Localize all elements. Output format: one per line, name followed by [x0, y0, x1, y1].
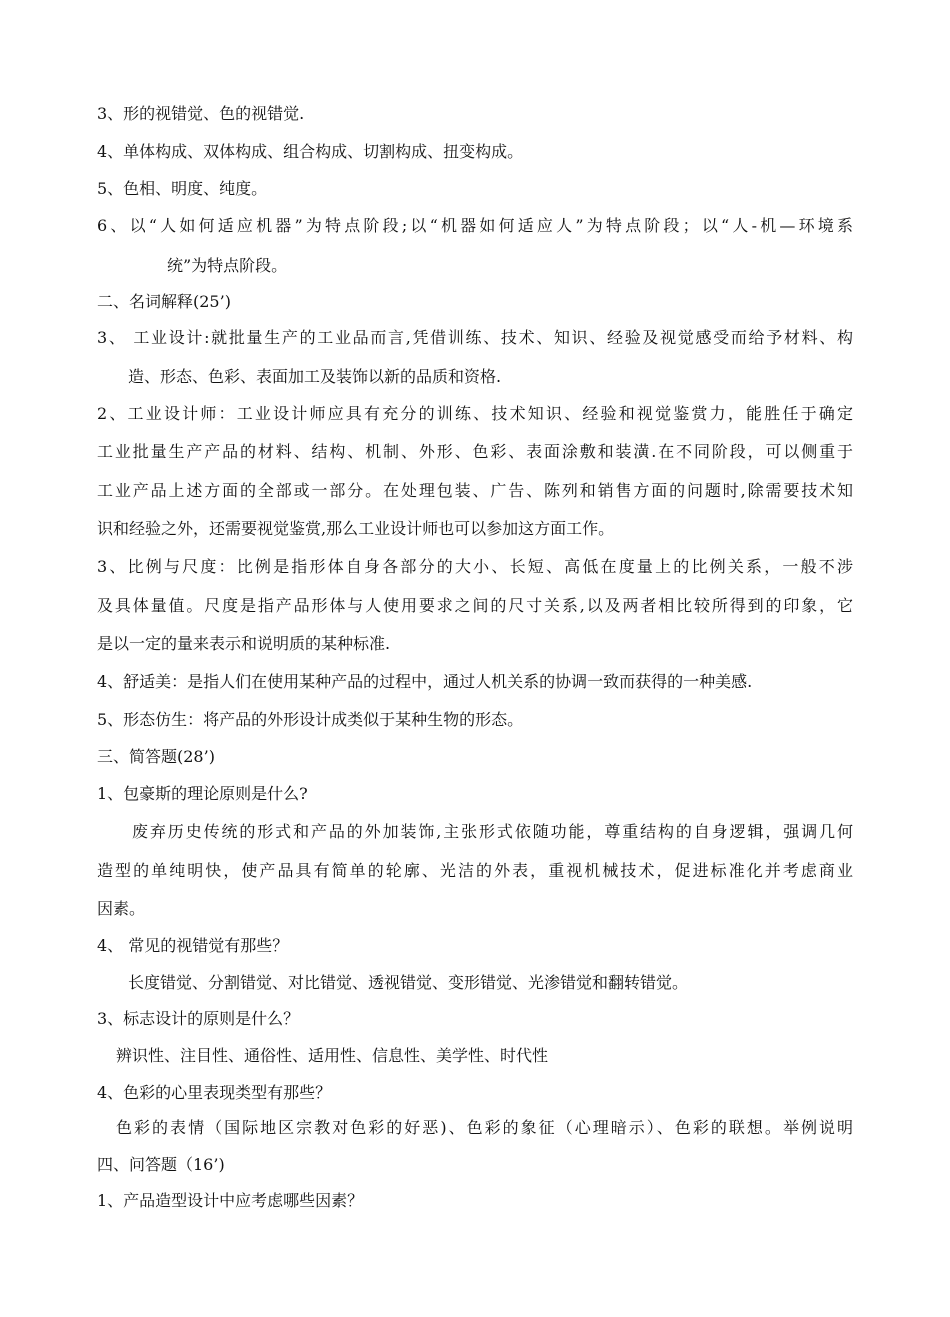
answer-illusions: 长度错觉、分割错觉、对比错觉、透视错觉、变形错觉、光渗错觉和翻转错觉。	[128, 973, 689, 992]
section-heading-2: 二、名词解释(25’)	[97, 292, 231, 311]
answer-line-6-cont: 统”为特点阶段。	[167, 256, 288, 275]
answer-color-psychology: 色彩的表情（国际地区宗教对色彩的好恶)、色彩的象征（心理暗示）、色彩的联想。举例说明	[116, 1118, 853, 1137]
question-color-psychology: 4、色彩的心里表现类型有那些？	[97, 1083, 332, 1102]
term-industrial-designer-cont-2: 工业产品上述方面的全部或一部分。在处理包装、广告、陈列和销售方面的问题时,除需要技术知	[97, 481, 853, 500]
question-product-design: 1、产品造型设计中应考虑哪些因素？	[97, 1191, 364, 1210]
answer-line-6: 6、以“人如何适应机器”为特点阶段;以“机器如何适应人”为特点阶段；以“人-机—环境系	[97, 216, 853, 235]
answer-bauhaus-3: 因素。	[97, 899, 146, 918]
question-illusions: 4、 常见的视错觉有那些？	[97, 936, 289, 955]
term-proportion-scale-cont-1: 及具体量值。尺度是指产品形体与人使用要求之间的尺寸关系,以及两者相比较所得到的印象，它	[97, 596, 853, 615]
answer-line-3: 3、形的视错觉、色的视错觉.	[97, 104, 305, 123]
term-proportion-scale-cont-2: 是以一定的量来表示和说明质的某种标准.	[97, 634, 391, 653]
term-comfort-beauty: 4、舒适美：是指人们在使用某种产品的过程中，通过人机关系的协调一致而获得的一种美感.	[97, 672, 753, 691]
section-heading-4: 四、问答题（16’)	[97, 1155, 225, 1174]
answer-line-4: 4、单体构成、双体构成、组合构成、切割构成、扭变构成。	[97, 142, 524, 161]
answer-bauhaus-2: 造型的单纯明快，使产品具有简单的轮廓、光洁的外表，重视机械技术，促进标准化并考虑商业	[97, 861, 853, 880]
term-industrial-designer-cont-1: 工业批量生产产品的材料、结构、机制、外形、色彩、表面涂敷和装潢.在不同阶段，可以侧重于	[97, 442, 853, 461]
term-industrial-designer-cont-3: 识和经验之外，还需要视觉鉴赏,那么工业设计师也可以参加这方面工作。	[97, 519, 615, 538]
answer-logo-design: 辨识性、注目性、通俗性、适用性、信息性、美学性、时代性	[116, 1046, 549, 1065]
question-logo-design: 3、标志设计的原则是什么？	[97, 1009, 300, 1028]
section-heading-3: 三、简答题(28’)	[97, 747, 215, 766]
answer-bauhaus-1: 废弃历史传统的形式和产品的外加装饰,主张形式依随功能，尊重结构的自身逻辑，强调几何	[132, 822, 853, 841]
question-bauhaus: 1、包豪斯的理论原则是什么?	[97, 784, 308, 803]
term-proportion-scale: 3、比例与尺度：比例是指形体自身各部分的大小、长短、高低在度量上的比例关系，一般不涉	[97, 557, 853, 576]
term-industrial-design-cont: 造、形态、色彩、表面加工及装饰以新的品质和资格.	[128, 367, 502, 386]
answer-line-5: 5、色相、明度、纯度。	[97, 179, 268, 198]
term-industrial-design: 3、 工业设计:就批量生产的工业品而言,凭借训练、技术、知识、经验及视觉感受而给予材料、构	[97, 328, 853, 347]
term-industrial-designer: 2、工业设计师：工业设计师应具有充分的训练、技术知识、经验和视觉鉴赏力，能胜任于确定	[97, 404, 853, 423]
term-bionics: 5、形态仿生：将产品的外形设计成类似于某种生物的形态。	[97, 710, 524, 729]
